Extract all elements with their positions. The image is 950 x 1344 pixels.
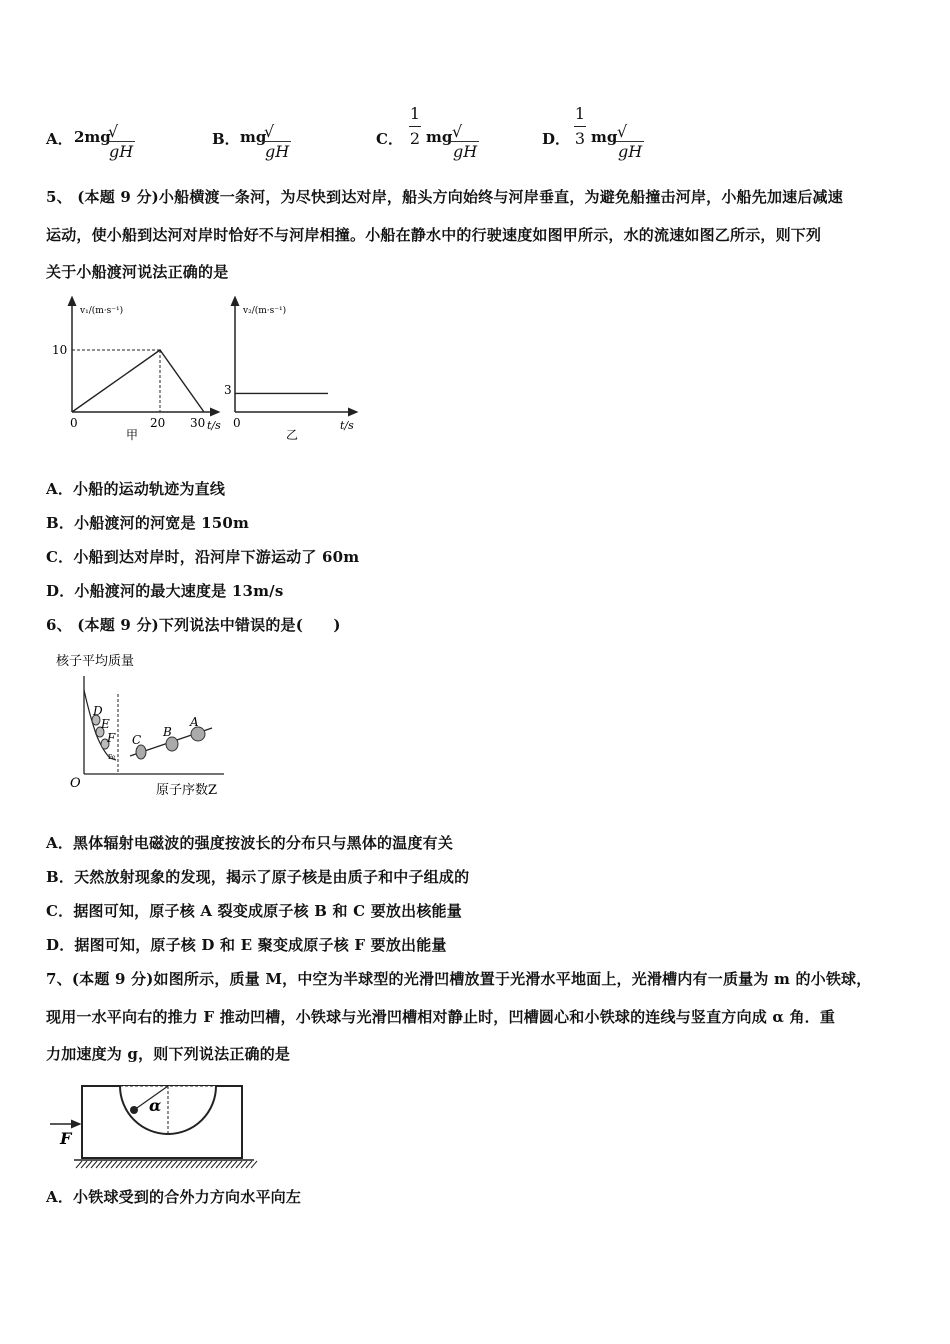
origin-label: 0 <box>233 416 241 430</box>
q4-options-row <box>46 104 746 161</box>
fraction-numerator: 1 <box>409 104 421 123</box>
hatch-stroke <box>186 1161 192 1168</box>
q6-stem: 6、 (本题 9 分)下列说法中错误的是( ) <box>46 616 341 634</box>
q7-stem-line-1: 7、(本题 9 分)如图所示，质量 M，中空为半球型的光滑凹槽放置于光滑水平地面上，光滑槽内有一质量为 m 的小铁球， <box>46 970 872 988</box>
radicand: gH <box>265 142 290 161</box>
origin-label: O <box>70 776 81 791</box>
hatch-stroke <box>141 1161 147 1168</box>
q7-option-a[interactable]: A．小铁球受到的合外力方向水平向左 <box>46 1188 302 1206</box>
hatch-stroke <box>206 1161 212 1168</box>
hatch-stroke <box>151 1161 157 1168</box>
y-tick-10: 10 <box>52 343 68 357</box>
hatch-stroke <box>86 1161 92 1168</box>
option-coefficient: mg <box>591 128 618 146</box>
q7-groove-figure <box>46 1080 266 1176</box>
point-label-d: D <box>93 704 103 718</box>
hatch-stroke <box>221 1161 227 1168</box>
graph-yi <box>224 300 354 442</box>
hatch-stroke <box>181 1161 187 1168</box>
q5-option-b[interactable]: B．小船渡河的河宽是 150m <box>46 514 250 532</box>
angle-label: α <box>149 1096 162 1115</box>
fe-label: Fe <box>108 754 116 761</box>
hatch-stroke <box>191 1161 197 1168</box>
q6-option-a[interactable]: A．黑体辐射电磁波的强度按波长的分布只与黑体的温度有关 <box>46 834 454 852</box>
point-label-f: F <box>107 731 116 745</box>
q5-stem-line-3: 关于小船渡河说法正确的是 <box>46 263 229 281</box>
sqrt-expression: √gH <box>108 122 134 161</box>
q5-stem-line-1: 5、 (本题 9 分)小船横渡一条河，为尽快到达对岸，船头方向始终与河岸垂直，为避免船撞击河岸，小船先加速后减速 <box>46 188 843 206</box>
q7-stem-line-2: 现用一水平向右的推力 F 推动凹槽，小铁球与光滑凹槽相对静止时，凹槽圆心和小铁球的连线与竖直方向成 α 角．重 <box>46 1008 836 1026</box>
radicand: gH <box>453 142 478 161</box>
hatch-stroke <box>226 1161 232 1168</box>
iron-ball <box>130 1106 138 1114</box>
hatch-stroke <box>81 1161 87 1168</box>
point-label-c: C <box>132 733 142 747</box>
curve-left <box>84 690 116 760</box>
q6-option-c[interactable]: C．据图可知，原子核 A 裂变成原子核 B 和 C 要放出核能量 <box>46 902 462 920</box>
y-axis-label: v₁/(m·s⁻¹) <box>80 306 124 316</box>
origin-label: 0 <box>70 416 78 430</box>
hatch-stroke <box>241 1161 247 1168</box>
fraction <box>409 104 421 148</box>
hatch-stroke <box>211 1161 217 1168</box>
y-axis-label: 核子平均质量 <box>56 654 135 669</box>
q6-option-b[interactable]: B．天然放射现象的发现，揭示了原子核是由质子和中子组成的 <box>46 868 470 886</box>
graph-caption: 乙 <box>286 428 299 442</box>
option-coefficient: mg <box>240 128 267 146</box>
option-label: C． <box>376 130 403 148</box>
hatch-stroke <box>236 1161 242 1168</box>
hatch-stroke <box>201 1161 207 1168</box>
fraction-denominator: 2 <box>409 129 421 148</box>
hatch-stroke <box>76 1161 82 1168</box>
hatch-stroke <box>216 1161 222 1168</box>
hatch-stroke <box>126 1161 132 1168</box>
x-tick-30: 30 <box>190 416 206 430</box>
option-coefficient: mg <box>426 128 453 146</box>
q5-option-a[interactable]: A．小船的运动轨迹为直线 <box>46 480 226 498</box>
nucleus-a <box>191 727 205 741</box>
radicand: gH <box>109 142 134 161</box>
hatch-stroke <box>176 1161 182 1168</box>
x-tick-20: 20 <box>150 416 166 430</box>
hatch-stroke <box>131 1161 137 1168</box>
ground-hatching <box>76 1161 257 1168</box>
hatch-stroke <box>161 1161 167 1168</box>
sqrt-expression: √gH <box>264 122 290 161</box>
hatch-stroke <box>171 1161 177 1168</box>
hatch-stroke <box>146 1161 152 1168</box>
hatch-stroke <box>251 1161 257 1168</box>
hatch-stroke <box>156 1161 162 1168</box>
option-coefficient: 2mg <box>74 128 111 146</box>
hatch-stroke <box>246 1161 252 1168</box>
hatch-stroke <box>96 1161 102 1168</box>
hatch-stroke <box>196 1161 202 1168</box>
q6-binding-energy-figure <box>52 648 252 798</box>
hatch-stroke <box>111 1161 117 1168</box>
x-axis-label: 原子序数Z <box>156 783 218 798</box>
point-label-a: A <box>190 715 199 729</box>
hatch-stroke <box>101 1161 107 1168</box>
option-label: B． <box>212 130 240 148</box>
y-tick-3: 3 <box>224 383 232 397</box>
option-label: A． <box>46 130 73 148</box>
fraction-numerator: 1 <box>574 104 586 123</box>
hatch-stroke <box>106 1161 112 1168</box>
fraction-denominator: 3 <box>574 129 586 148</box>
nucleus-b <box>166 737 178 751</box>
hatch-stroke <box>91 1161 97 1168</box>
q5-stem-line-2: 运动，使小船到达河对岸时恰好不与河岸相撞。小船在静水中的行驶速度如图甲所示，水的流速如图乙所示，则下列 <box>46 226 822 244</box>
hatch-stroke <box>136 1161 142 1168</box>
sqrt-expression: √gH <box>452 122 478 161</box>
point-label-b: B <box>163 725 172 739</box>
q5-option-d[interactable]: D．小船渡河的最大速度是 13m/s <box>46 582 284 600</box>
velocity-line-jia <box>72 350 204 412</box>
q7-stem-line-3: 力加速度为 g，则下列说法正确的是 <box>46 1045 291 1063</box>
q5-velocity-graphs <box>46 296 366 446</box>
hatch-stroke <box>116 1161 122 1168</box>
graph-jia <box>52 300 221 442</box>
hatch-stroke <box>121 1161 127 1168</box>
nucleus-c <box>136 745 146 759</box>
hatch-stroke <box>166 1161 172 1168</box>
graph-caption: 甲 <box>126 428 139 442</box>
y-axis-label: v₂/(m·s⁻¹) <box>243 306 287 316</box>
point-label-e: E <box>101 717 110 731</box>
x-axis-label: t/s <box>340 419 354 432</box>
hatch-stroke <box>231 1161 237 1168</box>
x-axis-label: t/s <box>207 419 221 432</box>
option-label: D． <box>542 130 571 148</box>
q6-option-d[interactable]: D．据图可知，原子核 D 和 E 聚变成原子核 F 要放出能量 <box>46 936 447 954</box>
q5-option-c[interactable]: C．小船到达对岸时，沿河岸下游运动了 60m <box>46 548 360 566</box>
radicand: gH <box>618 142 643 161</box>
fraction <box>574 104 586 148</box>
force-label: F <box>60 1129 72 1148</box>
sqrt-expression: √gH <box>617 122 643 161</box>
